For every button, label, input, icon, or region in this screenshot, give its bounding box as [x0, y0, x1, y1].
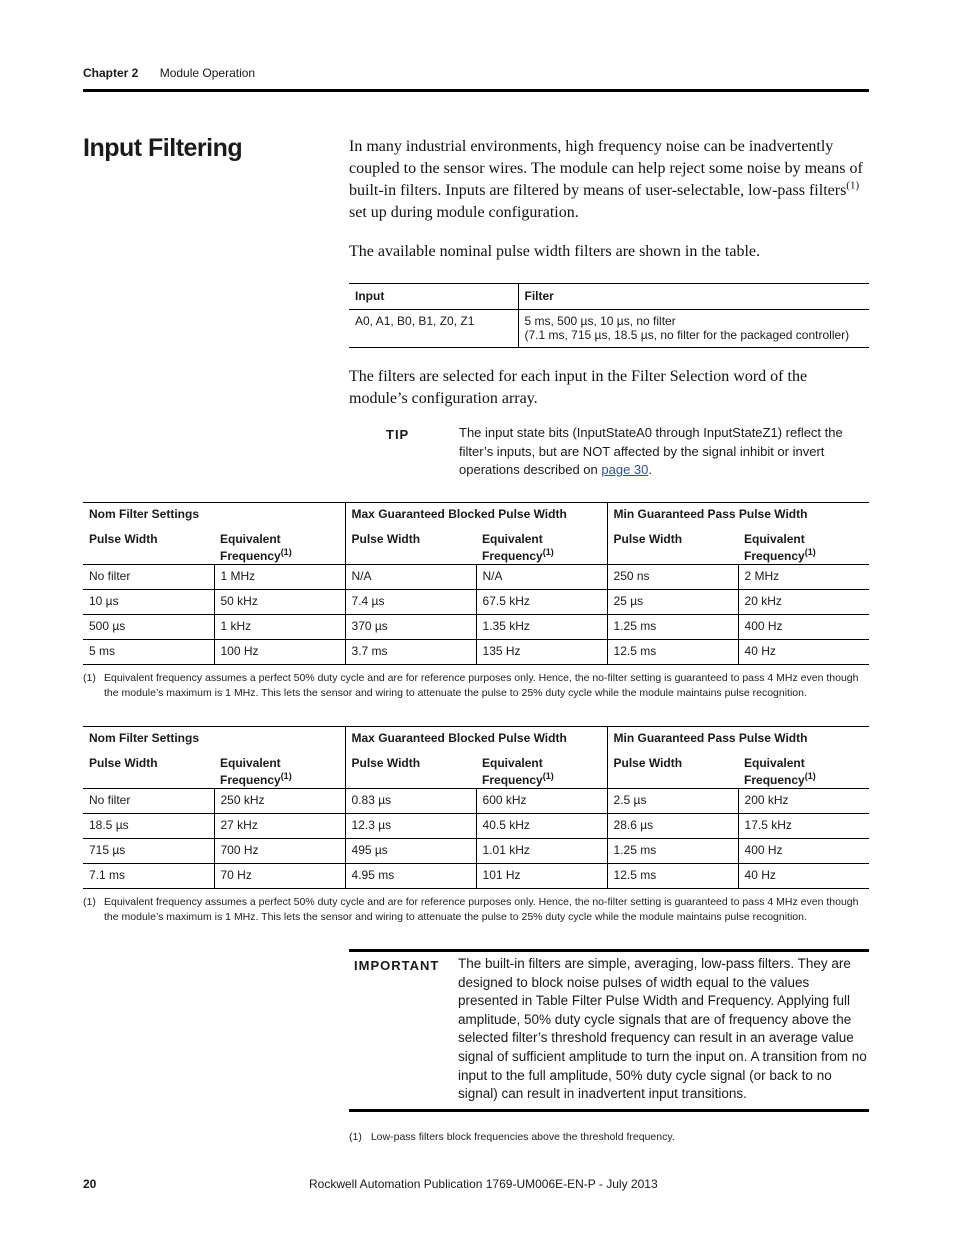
table-cell: No filter	[83, 565, 214, 590]
footnote-ref: (1)	[804, 770, 816, 781]
label-equivalent: Equivalent	[744, 755, 805, 770]
table-cell: 200 kHz	[738, 789, 869, 814]
filter-table	[349, 283, 869, 348]
label-frequency: Frequency	[482, 548, 543, 563]
filters-intro-paragraph: The available nominal pulse width filters are shown in the table.	[349, 243, 760, 260]
running-header	[83, 66, 255, 80]
publication-info: Rockwell Automation Publication 1769-UM006E-EN-P - July 2013	[309, 1177, 658, 1191]
table-cell: 50 kHz	[214, 590, 345, 615]
col-pulse-width: Pulse Width	[607, 752, 738, 789]
table-cell: 12.5 ms	[607, 864, 738, 889]
group-nom-filter: Nom Filter Settings	[83, 727, 345, 752]
table-cell: 250 ns	[607, 565, 738, 590]
selection-paragraph: The filters are selected for each input in the Filter Selection word of the module’s configuration array.	[349, 368, 808, 407]
table-cell: 18.5 µs	[83, 814, 214, 839]
pulse-width-table-2	[83, 726, 869, 889]
table-cell: 600 kHz	[476, 789, 607, 814]
important-label: IMPORTANT	[354, 958, 440, 973]
table-row	[83, 565, 869, 590]
col-pulse-width: Pulse Width	[83, 752, 214, 789]
col-equivalent-frequency	[476, 528, 607, 565]
table-cell: 400 Hz	[738, 839, 869, 864]
footnote-text: Low-pass filters block frequencies above the threshold frequency.	[370, 1131, 675, 1143]
table-cell: 400 Hz	[738, 615, 869, 640]
header-rule	[83, 89, 869, 92]
table-row	[349, 310, 869, 348]
group-max-blocked: Max Guaranteed Blocked Pulse Width	[345, 503, 607, 528]
table-cell: No filter	[83, 789, 214, 814]
group-nom-filter: Nom Filter Settings	[83, 503, 345, 528]
table-cell: 1.25 ms	[607, 839, 738, 864]
chapter-title: Module Operation	[159, 66, 256, 80]
label-equivalent: Equivalent	[482, 755, 543, 770]
label-frequency: Frequency	[744, 548, 805, 563]
header-filter: Filter	[518, 284, 869, 310]
table-cell: 20 kHz	[738, 590, 869, 615]
footnote-number: (1)	[83, 672, 96, 684]
table-cell: 700 Hz	[214, 839, 345, 864]
footnote-text: Equivalent frequency assumes a perfect 50% duty cycle and are for reference purposes only. Hence, the no-filter setting is guaranteed to pass 4 MHz even though the module’s maximum is 1 MHz. This lets the sensor and wiring to attenuate the pulse to 25% duty cycle while the module maintains pulse recognition.	[104, 896, 859, 923]
footnote-ref: (1)	[542, 546, 554, 557]
tip-label: TIP	[386, 427, 410, 442]
label-frequency: Frequency	[744, 772, 805, 787]
table-cell: 40 Hz	[738, 864, 869, 889]
table-cell: 2 MHz	[738, 565, 869, 590]
table-cell: N/A	[345, 565, 476, 590]
group-min-pass: Min Guaranteed Pass Pulse Width	[607, 727, 869, 752]
table-cell: 1.25 ms	[607, 615, 738, 640]
header-input: Input	[349, 284, 518, 310]
cell-filter	[518, 310, 869, 348]
table-cell: 40 Hz	[738, 640, 869, 665]
col-pulse-width: Pulse Width	[345, 752, 476, 789]
col-equivalent-frequency	[214, 528, 345, 565]
label-frequency: Frequency	[220, 772, 281, 787]
table-cell: 25 µs	[607, 590, 738, 615]
col-pulse-width: Pulse Width	[83, 528, 214, 565]
table-cell: 101 Hz	[476, 864, 607, 889]
table-footnote	[83, 671, 869, 701]
footnote-number: (1)	[83, 896, 96, 908]
group-max-blocked: Max Guaranteed Blocked Pulse Width	[345, 727, 607, 752]
footnote-ref: (1)	[280, 770, 292, 781]
table-cell: 250 kHz	[214, 789, 345, 814]
chapter-label: Chapter 2	[83, 66, 139, 80]
table-cell: 5 ms	[83, 640, 214, 665]
page-footnote	[349, 1131, 675, 1143]
table-cell: 12.3 µs	[345, 814, 476, 839]
table-cell: 0.83 µs	[345, 789, 476, 814]
label-frequency: Frequency	[220, 548, 281, 563]
footnote-text: Equivalent frequency assumes a perfect 50% duty cycle and are for reference purposes only. Hence, the no-filter setting is guaranteed to pass 4 MHz even though the module’s maximum is 1 MHz. This lets the sensor and wiring to attenuate the pulse to 25% duty cycle while the module maintains pulse recognition.	[104, 672, 859, 699]
tip-tail: .	[648, 462, 652, 477]
table-cell: 4.95 ms	[345, 864, 476, 889]
table-cell: 70 Hz	[214, 864, 345, 889]
table-cell: 10 µs	[83, 590, 214, 615]
col-equivalent-frequency	[738, 528, 869, 565]
table-row	[83, 789, 869, 814]
table-cell: 1 MHz	[214, 565, 345, 590]
table-cell: 28.6 µs	[607, 814, 738, 839]
table-row	[83, 839, 869, 864]
table-cell: 12.5 ms	[607, 640, 738, 665]
table-cell: 495 µs	[345, 839, 476, 864]
intro-text: In many industrial environments, high frequency noise can be inadvertently coupled to the sensor wires. The module can help reject some noise by means of built-in filters. Inputs are filtered by means of user-selectable, low-pass filters	[349, 138, 863, 199]
col-pulse-width: Pulse Width	[345, 528, 476, 565]
table-row	[83, 640, 869, 665]
table-cell: 100 Hz	[214, 640, 345, 665]
col-equivalent-frequency	[214, 752, 345, 789]
table-row	[83, 590, 869, 615]
footnote-ref: (1)	[846, 179, 860, 192]
footnote-ref: (1)	[280, 546, 292, 557]
table-cell: 7.4 µs	[345, 590, 476, 615]
label-equivalent: Equivalent	[482, 531, 543, 546]
label-frequency: Frequency	[482, 772, 543, 787]
tip-text	[459, 424, 859, 480]
table-cell: 715 µs	[83, 839, 214, 864]
cell-input: A0, A1, B0, B1, Z0, Z1	[349, 310, 518, 348]
table-row	[83, 615, 869, 640]
table-footnote	[83, 895, 869, 925]
important-text: The built-in filters are simple, averaging, low-pass filters. They are designed to block noise pulses of width equal to the values presented in Table Filter Pulse Width and Frequency. Applying full amplitude, 50% duty cycle signals that are of frequency above the selected filter’s threshold frequency can result in an average value signal of sufficient amplitude to turn the input on. A transition from no input to the full amplitude, 50% duty cycle signal (or back to no signal) can result in inadvertent input transitions.	[458, 956, 867, 1102]
table-cell: 67.5 kHz	[476, 590, 607, 615]
page-30-link[interactable]: page 30	[601, 462, 649, 477]
table-cell: 2.5 µs	[607, 789, 738, 814]
table-cell: 7.1 ms	[83, 864, 214, 889]
table-cell: 17.5 kHz	[738, 814, 869, 839]
footnote-ref: (1)	[542, 770, 554, 781]
label-equivalent: Equivalent	[220, 531, 281, 546]
col-equivalent-frequency	[476, 752, 607, 789]
important-box	[349, 949, 869, 1112]
table-cell: 370 µs	[345, 615, 476, 640]
group-min-pass: Min Guaranteed Pass Pulse Width	[607, 503, 869, 528]
intro-tail: set up during module configuration.	[349, 204, 579, 221]
col-pulse-width: Pulse Width	[607, 528, 738, 565]
section-title: Input Filtering	[83, 134, 243, 162]
table-cell: 135 Hz	[476, 640, 607, 665]
label-equivalent: Equivalent	[744, 531, 805, 546]
filter-line2: (7.1 ms, 715 µs, 18.5 µs, no filter for the packaged controller)	[524, 328, 850, 342]
table-cell: N/A	[476, 565, 607, 590]
table-cell: 40.5 kHz	[476, 814, 607, 839]
table-row	[83, 864, 869, 889]
table-cell: 500 µs	[83, 615, 214, 640]
page-number: 20	[83, 1177, 97, 1191]
footnote-ref: (1)	[804, 546, 816, 557]
intro-paragraph	[349, 136, 869, 224]
label-equivalent: Equivalent	[220, 755, 281, 770]
table-cell: 3.7 ms	[345, 640, 476, 665]
col-equivalent-frequency	[738, 752, 869, 789]
table-cell: 1 kHz	[214, 615, 345, 640]
tip-body: The input state bits (InputStateA0 through InputStateZ1) reflect the filter’s inputs, but are NOT affected by the signal inhibit or invert operations described on	[459, 425, 843, 477]
table-cell: 27 kHz	[214, 814, 345, 839]
table-cell: 1.35 kHz	[476, 615, 607, 640]
filter-line1: 5 ms, 500 µs, 10 µs, no filter	[524, 314, 676, 328]
table-cell: 1.01 kHz	[476, 839, 607, 864]
table-row	[83, 814, 869, 839]
footnote-number: (1)	[349, 1131, 362, 1143]
pulse-width-table-1	[83, 502, 869, 665]
